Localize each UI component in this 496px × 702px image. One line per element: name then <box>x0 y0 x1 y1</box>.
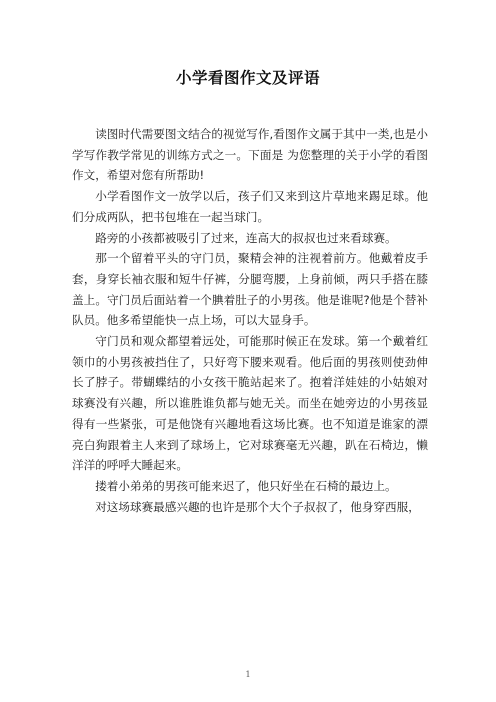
paragraph-intro: 读图时代需要图文结合的视觉写作,看图作文属于其中一类,也是小学写作教学常见的训练方式之一。下面是 为您整理的关于小学的看图作文，希望对您有所帮助! <box>72 127 428 183</box>
paragraph-onlookers: 路旁的小孩都被吸引了过来，连高大的叔叔也过来看球赛。 <box>95 230 397 245</box>
paragraph-tall-uncle: 对这场球赛最感兴趣的也许是那个大个子叔叔了，他身穿西服， <box>95 499 420 514</box>
paragraph-after-school: 小学看图作文一放学以后，孩子们又来到这片草地来踢足球。他们分成两队，把书包堆在一起当球门。 <box>72 189 428 224</box>
paragraph-spectators: 守门员和观众都望着远处，可能那时候正在发球。第一个戴着红领巾的小男孩被挡住了，只好弯下腰来观看。他后面的男孩则使劲伸长了脖子。带蝴蝶结的小女孩干脆站起来了。抱着洋娃娃的小姑娘对球赛没有兴趣，所以谁胜谁负都与她无关。而坐在她旁边的小男孩显得有一些紧张，可是他饶有兴趣地看这场比赛。也不知道是谁家的漂亮白狗跟着主人来到了球场上，它对球赛毫无兴趣，趴在石椅边，懒洋洋的呼呼大睡起来。 <box>72 334 428 473</box>
document-body <box>72 124 428 517</box>
paragraph-late-boy: 搂着小弟弟的男孩可能来迟了，他只好坐在石椅的最边上。 <box>95 478 397 493</box>
document-title: 小学看图作文及评语 <box>175 69 320 87</box>
paragraph-goalkeeper: 那一个留着平头的守门员，聚精会神的注视着前方。他戴着皮手套，身穿长袖衣服和短牛仔裤，分腿弯腰，上身前倾，两只手搭在膝盖上。守门员后面站着一个腆着肚子的小男孩。他是谁呢?他是个替补队员。他多希望能快一点上场，可以大显身手。 <box>72 251 428 328</box>
page-number: 1 <box>245 670 251 679</box>
